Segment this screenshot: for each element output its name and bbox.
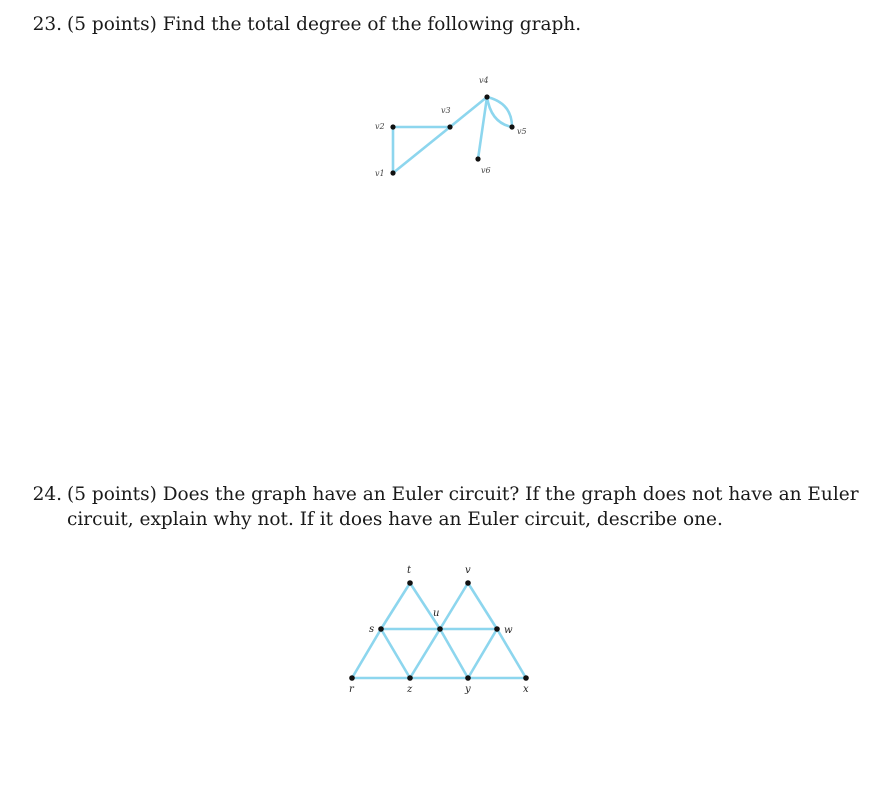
- vertex-label-x: x: [523, 684, 529, 695]
- problem-23: [0, 12, 870, 37]
- problem-number: 23.: [32, 14, 62, 35]
- vertex-v5: [509, 124, 514, 129]
- vertex-label-z: z: [407, 684, 413, 695]
- edge-y-w: [468, 629, 497, 678]
- vertex-label-t: t: [407, 565, 412, 576]
- problem-text-line: (5 points) Find the total degree of the following graph.: [67, 14, 582, 35]
- vertex-label-u: u: [433, 608, 440, 619]
- problem-23-question: [0, 12, 870, 37]
- edge-t-u: [410, 583, 440, 629]
- vertex-x: [523, 675, 529, 681]
- problem-24: [0, 482, 870, 532]
- problem-text: [67, 482, 870, 532]
- edge-v3-v4: [450, 97, 487, 127]
- vertex-y: [465, 675, 471, 681]
- problem-text: [67, 12, 870, 37]
- vertex-r: [349, 675, 355, 681]
- edge-u-v: [440, 583, 468, 629]
- vertex-s: [378, 626, 384, 632]
- vertex-z: [407, 675, 413, 681]
- vertex-v3: [447, 124, 452, 129]
- problem-number: 24.: [32, 484, 62, 505]
- edge-v4-v6: [478, 97, 487, 159]
- vertex-label-v6: v6: [481, 166, 491, 175]
- vertex-t: [407, 580, 413, 586]
- vertex-u: [437, 626, 443, 632]
- graph-24: [330, 560, 550, 700]
- vertex-label-v2: v2: [375, 122, 385, 131]
- vertex-w: [494, 626, 500, 632]
- vertex-v4: [484, 94, 489, 99]
- vertex-label-v1: v1: [375, 169, 385, 178]
- problem-24-question: [0, 482, 870, 532]
- edge-z-u: [410, 629, 440, 678]
- vertex-label-v5: v5: [517, 127, 527, 136]
- vertex-label-r: r: [349, 684, 354, 695]
- vertex-v2: [390, 124, 395, 129]
- vertex-label-y: y: [465, 684, 471, 695]
- edge-v-w: [468, 583, 497, 629]
- edge-s-z: [381, 629, 410, 678]
- problem-text-line: (5 points) Does the graph have an Euler circuit? If the graph does not have an Euler: [67, 484, 859, 505]
- vertex-v: [465, 580, 471, 586]
- vertex-v6: [475, 156, 480, 161]
- vertex-label-v: v: [465, 565, 471, 576]
- edge-v1-v3: [393, 127, 450, 173]
- vertex-label-w: w: [504, 625, 513, 636]
- vertex-label-v3: v3: [441, 106, 451, 115]
- vertex-label-v4: v4: [479, 76, 489, 85]
- graph-23: [355, 65, 555, 190]
- edge-w-x: [497, 629, 526, 678]
- edge-s-t: [381, 583, 410, 629]
- edge-u-y: [440, 629, 468, 678]
- edge-r-s: [352, 629, 381, 678]
- vertex-label-s: s: [369, 624, 375, 635]
- vertex-v1: [390, 170, 395, 175]
- problem-text-line: circuit, explain why not. If it does have an Euler circuit, describe one.: [67, 509, 723, 530]
